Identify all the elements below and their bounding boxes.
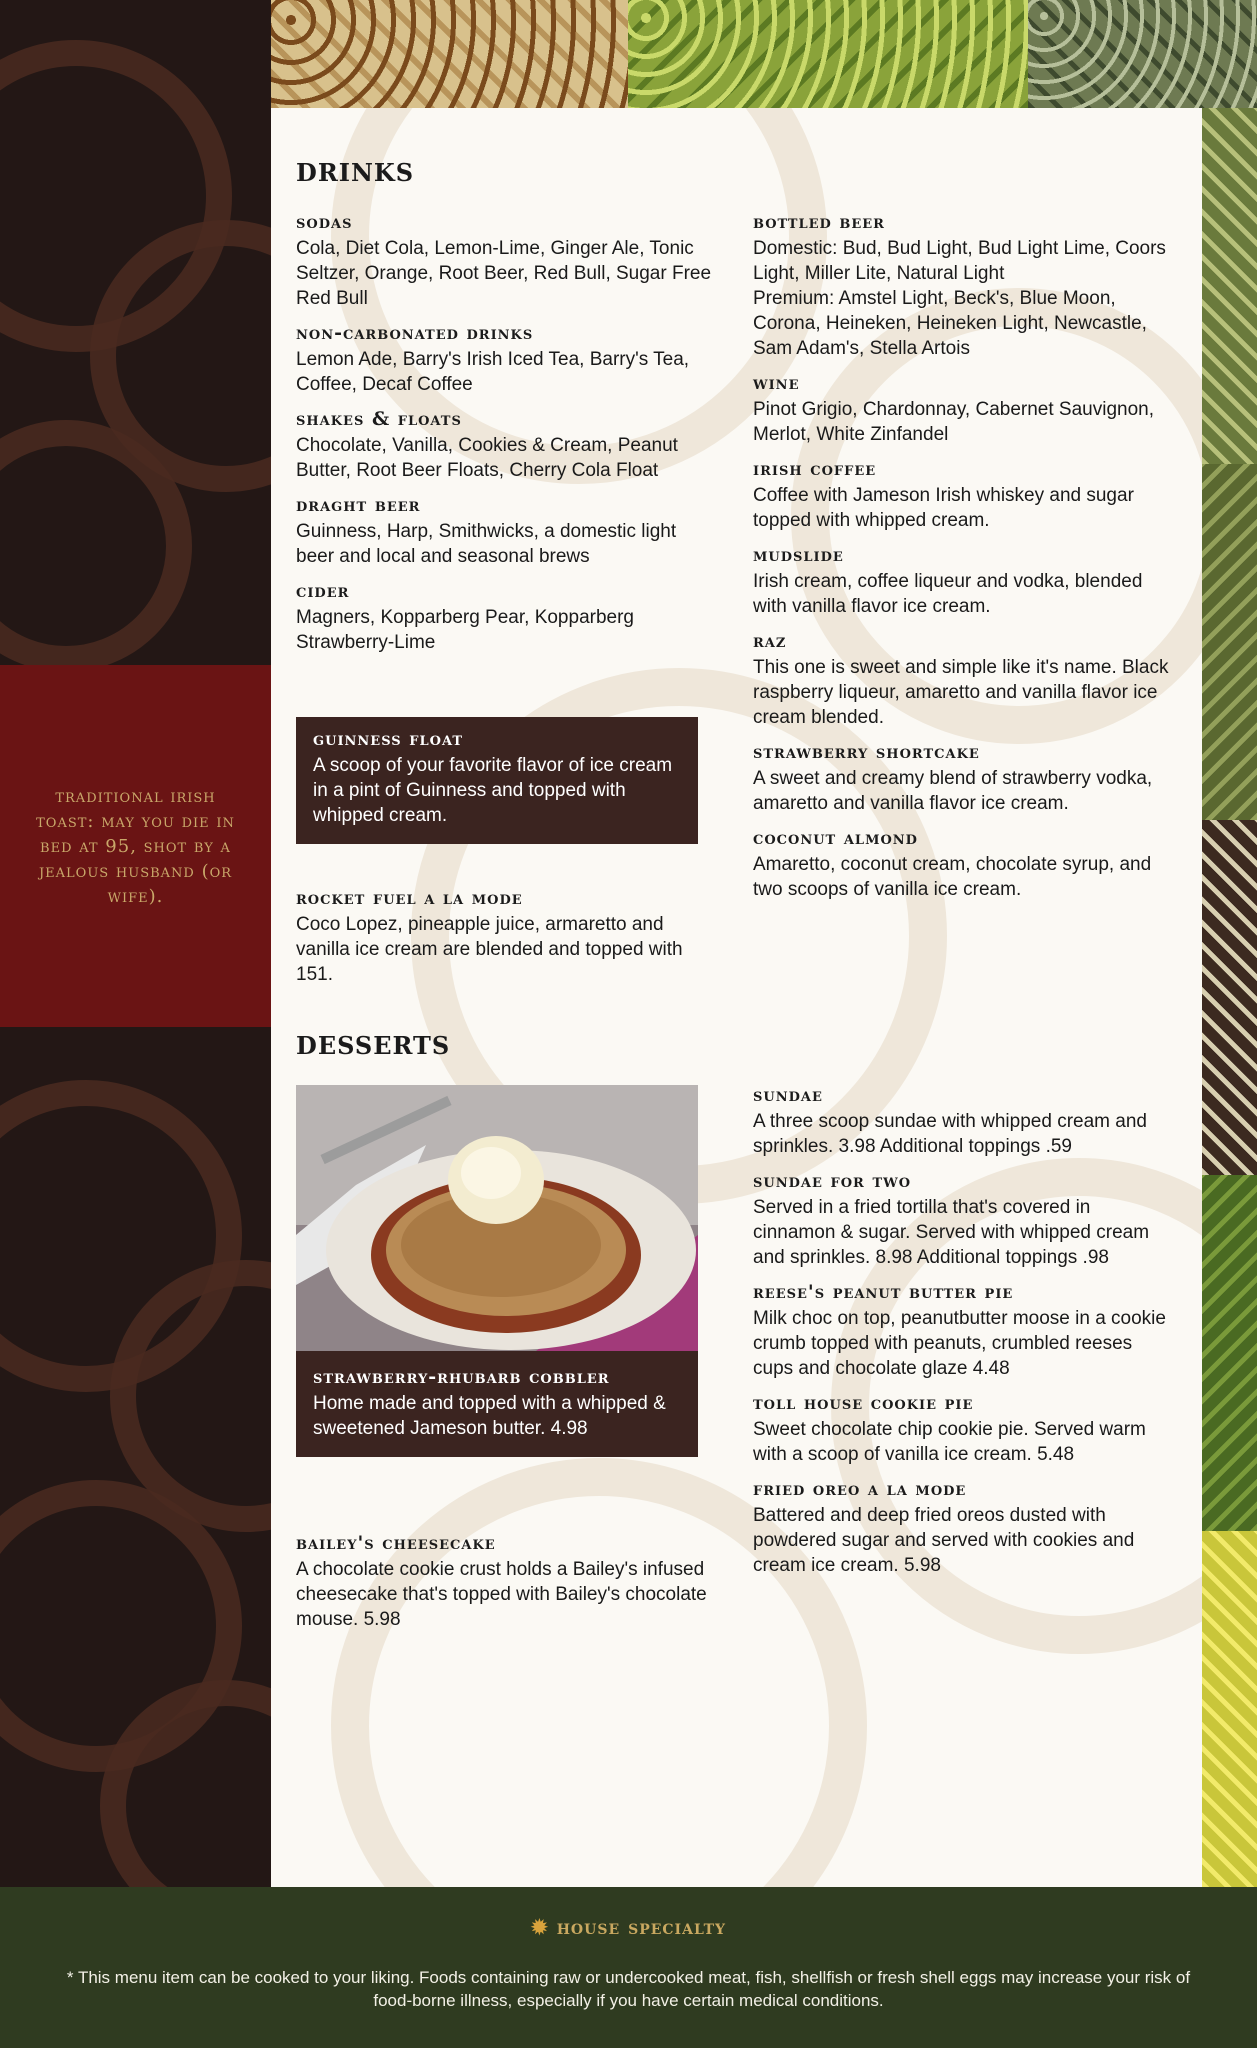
footer-disclaimer: * This menu item can be cooked to your liking. Foods containing raw or undercooked meat, fish, shellfish or fresh shell eggs may increase your risk of food-borne illness, especially if you have certain medical conditions. — [66, 1968, 1191, 2010]
menu-item — [296, 886, 716, 987]
item-name: non-carbonated drinks — [296, 322, 534, 344]
menu-item — [296, 1531, 716, 1632]
top-pattern-band — [271, 0, 1257, 108]
irish-toast-text: traditional irish toast: may you die in bed at 95, shot by a jealous husband (or wife). — [36, 785, 235, 907]
menu-item — [296, 493, 716, 569]
item-name: bailey's cheesecake — [296, 1532, 496, 1554]
item-description: Magners, Kopparberg Pear, Kopparberg Strawberry-Lime — [296, 607, 634, 653]
item-description: Milk choc on top, peanutbutter moose in a cookie crumb topped with peanuts, crumbled reeses cups and chocolate glaze 4.48 — [753, 1308, 1166, 1379]
drinks-left-column — [296, 210, 716, 665]
menu-item — [753, 1083, 1173, 1159]
item-description: Cola, Diet Cola, Lemon-Lime, Ginger Ale, Tonic Seltzer, Orange, Root Beer, Red Bull, Sugar Free Red Bull — [296, 238, 712, 309]
house-specialty-label: house specialty — [556, 1915, 727, 1939]
item-name: cider — [296, 580, 350, 602]
item-name: coconut almond — [753, 827, 918, 849]
right-pattern-strip — [1202, 108, 1257, 1887]
item-description: Battered and deep fried oreos dusted with powdered sugar and served with cookies and cream ice cream. 5.98 — [753, 1505, 1135, 1576]
item-description: Pinot Grigio, Chardonnay, Cabernet Sauvignon, Merlot, White Zinfandel — [753, 399, 1155, 445]
item-description: Amaretto, coconut cream, chocolate syrup, and two scoops of vanilla ice cream. — [753, 854, 1152, 900]
featured-dessert-name: strawberry-rhubarb cobbler — [313, 1366, 610, 1388]
item-description: A chocolate cookie crust holds a Bailey's infused cheesecake that's topped with Bailey's chocolate mouse. 5.98 — [296, 1559, 707, 1630]
item-description: Coco Lopez, pineapple juice, armaretto and vanilla ice cream are blended and topped with 151. — [296, 914, 683, 985]
menu-item — [753, 1169, 1173, 1270]
menu-item — [753, 740, 1173, 816]
menu-item — [753, 371, 1173, 447]
item-name: toll house cookie pie — [753, 1392, 974, 1414]
featured-drink-name: guinness float — [313, 728, 464, 750]
item-name: strawberry shortcake — [753, 741, 980, 763]
item-name: irish coffee — [753, 458, 877, 480]
olive-pattern-tile — [1028, 0, 1257, 108]
menu-item — [753, 543, 1173, 619]
item-name: rocket fuel a la mode — [296, 887, 523, 909]
item-name: sundae for two — [753, 1170, 912, 1192]
drinks-right-column — [753, 210, 1173, 912]
menu-item — [753, 826, 1173, 902]
item-description: Coffee with Jameson Irish whiskey and sugar topped with whipped cream. — [753, 485, 1134, 531]
item-description: Served in a fried tortilla that's covered in cinnamon & sugar. Served with whipped cream and sprinkles. 8.98 Additional toppings .98 — [753, 1197, 1150, 1268]
featured-dessert-box — [296, 1351, 698, 1457]
menu-item — [753, 1477, 1173, 1578]
desserts-heading: desserts — [296, 1023, 451, 1063]
item-description: Chocolate, Vanilla, Cookies & Cream, Peanut Butter, Root Beer Floats, Cherry Cola Float — [296, 435, 678, 481]
menu-item — [753, 629, 1173, 730]
item-name: raz — [753, 630, 787, 652]
house-specialty-icon: ✹ — [530, 1915, 549, 1939]
item-name: sodas — [296, 211, 353, 233]
item-name: reese's peanut butter pie — [753, 1281, 1014, 1303]
item-description: Sweet chocolate chip cookie pie. Served warm with a scoop of vanilla ice cream. 5.48 — [753, 1419, 1146, 1465]
menu-item — [296, 210, 716, 311]
featured-drink-box — [296, 717, 698, 844]
item-description: Irish cream, coffee liqueur and vodka, blended with vanilla flavor ice cream. — [753, 571, 1143, 617]
green-pattern-tile — [628, 0, 1028, 108]
menu-page — [271, 108, 1202, 1887]
item-name: fried oreo a la mode — [753, 1478, 967, 1500]
item-description: This one is sweet and simple like it's name. Black raspberry liqueur, amaretto and vanilla flavor ice cream blended. — [753, 657, 1169, 728]
item-name: sundae — [753, 1084, 823, 1106]
featured-dessert-description: Home made and topped with a whipped & sweetened Jameson butter. 4.98 — [313, 1393, 666, 1439]
pattern-segment — [1202, 108, 1257, 464]
desserts-right-column — [753, 1083, 1173, 1588]
item-name: bottled beer — [753, 211, 885, 233]
item-description: Domestic: Bud, Bud Light, Bud Light Lime, Coors Light, Miller Lite, Natural Light — [753, 238, 1166, 284]
item-name: wine — [753, 372, 800, 394]
menu-item — [753, 1391, 1173, 1467]
drinks-heading: drinks — [296, 150, 415, 190]
pattern-segment — [1202, 1531, 1257, 1887]
footer — [0, 1887, 1257, 2048]
item-description: A three scoop sundae with whipped cream and sprinkles. 3.98 Additional toppings .59 — [753, 1111, 1147, 1157]
menu-item — [753, 1280, 1173, 1381]
pattern-segment — [1202, 1175, 1257, 1531]
item-name: mudslide — [753, 544, 844, 566]
pattern-segment — [1202, 820, 1257, 1176]
featured-drink-description: A scoop of your favorite flavor of ice cream in a pint of Guinness and topped with whipped cream. — [313, 755, 673, 826]
house-specialty-legend — [0, 1915, 1257, 1939]
menu-item — [753, 457, 1173, 533]
item-description: Guinness, Harp, Smithwicks, a domestic light beer and local and seasonal brews — [296, 521, 677, 567]
cobbler-photo — [296, 1085, 698, 1351]
menu-item — [753, 210, 1173, 361]
item-description: Premium: Amstel Light, Beck's, Blue Moon, Corona, Heineken, Heineken Light, Newcastle, Sam Adam's, Stella Artois — [753, 288, 1147, 359]
item-name: draght beer — [296, 494, 421, 516]
pattern-segment — [1202, 464, 1257, 820]
item-description: A sweet and creamy blend of strawberry vodka, amaretto and vanilla flavor ice cream. — [753, 768, 1153, 814]
item-name: shakes & floats — [296, 408, 462, 430]
baileys-item — [296, 1531, 716, 1642]
item-description: Lemon Ade, Barry's Irish Iced Tea, Barry's Tea, Coffee, Decaf Coffee — [296, 349, 690, 395]
menu-item — [296, 407, 716, 483]
irish-toast-panel — [0, 665, 271, 1027]
menu-item — [296, 321, 716, 397]
menu-item — [296, 579, 716, 655]
cobbler-photo-image — [296, 1085, 698, 1351]
cream-pattern-tile — [271, 0, 628, 108]
rocket-fuel-item — [296, 886, 716, 997]
